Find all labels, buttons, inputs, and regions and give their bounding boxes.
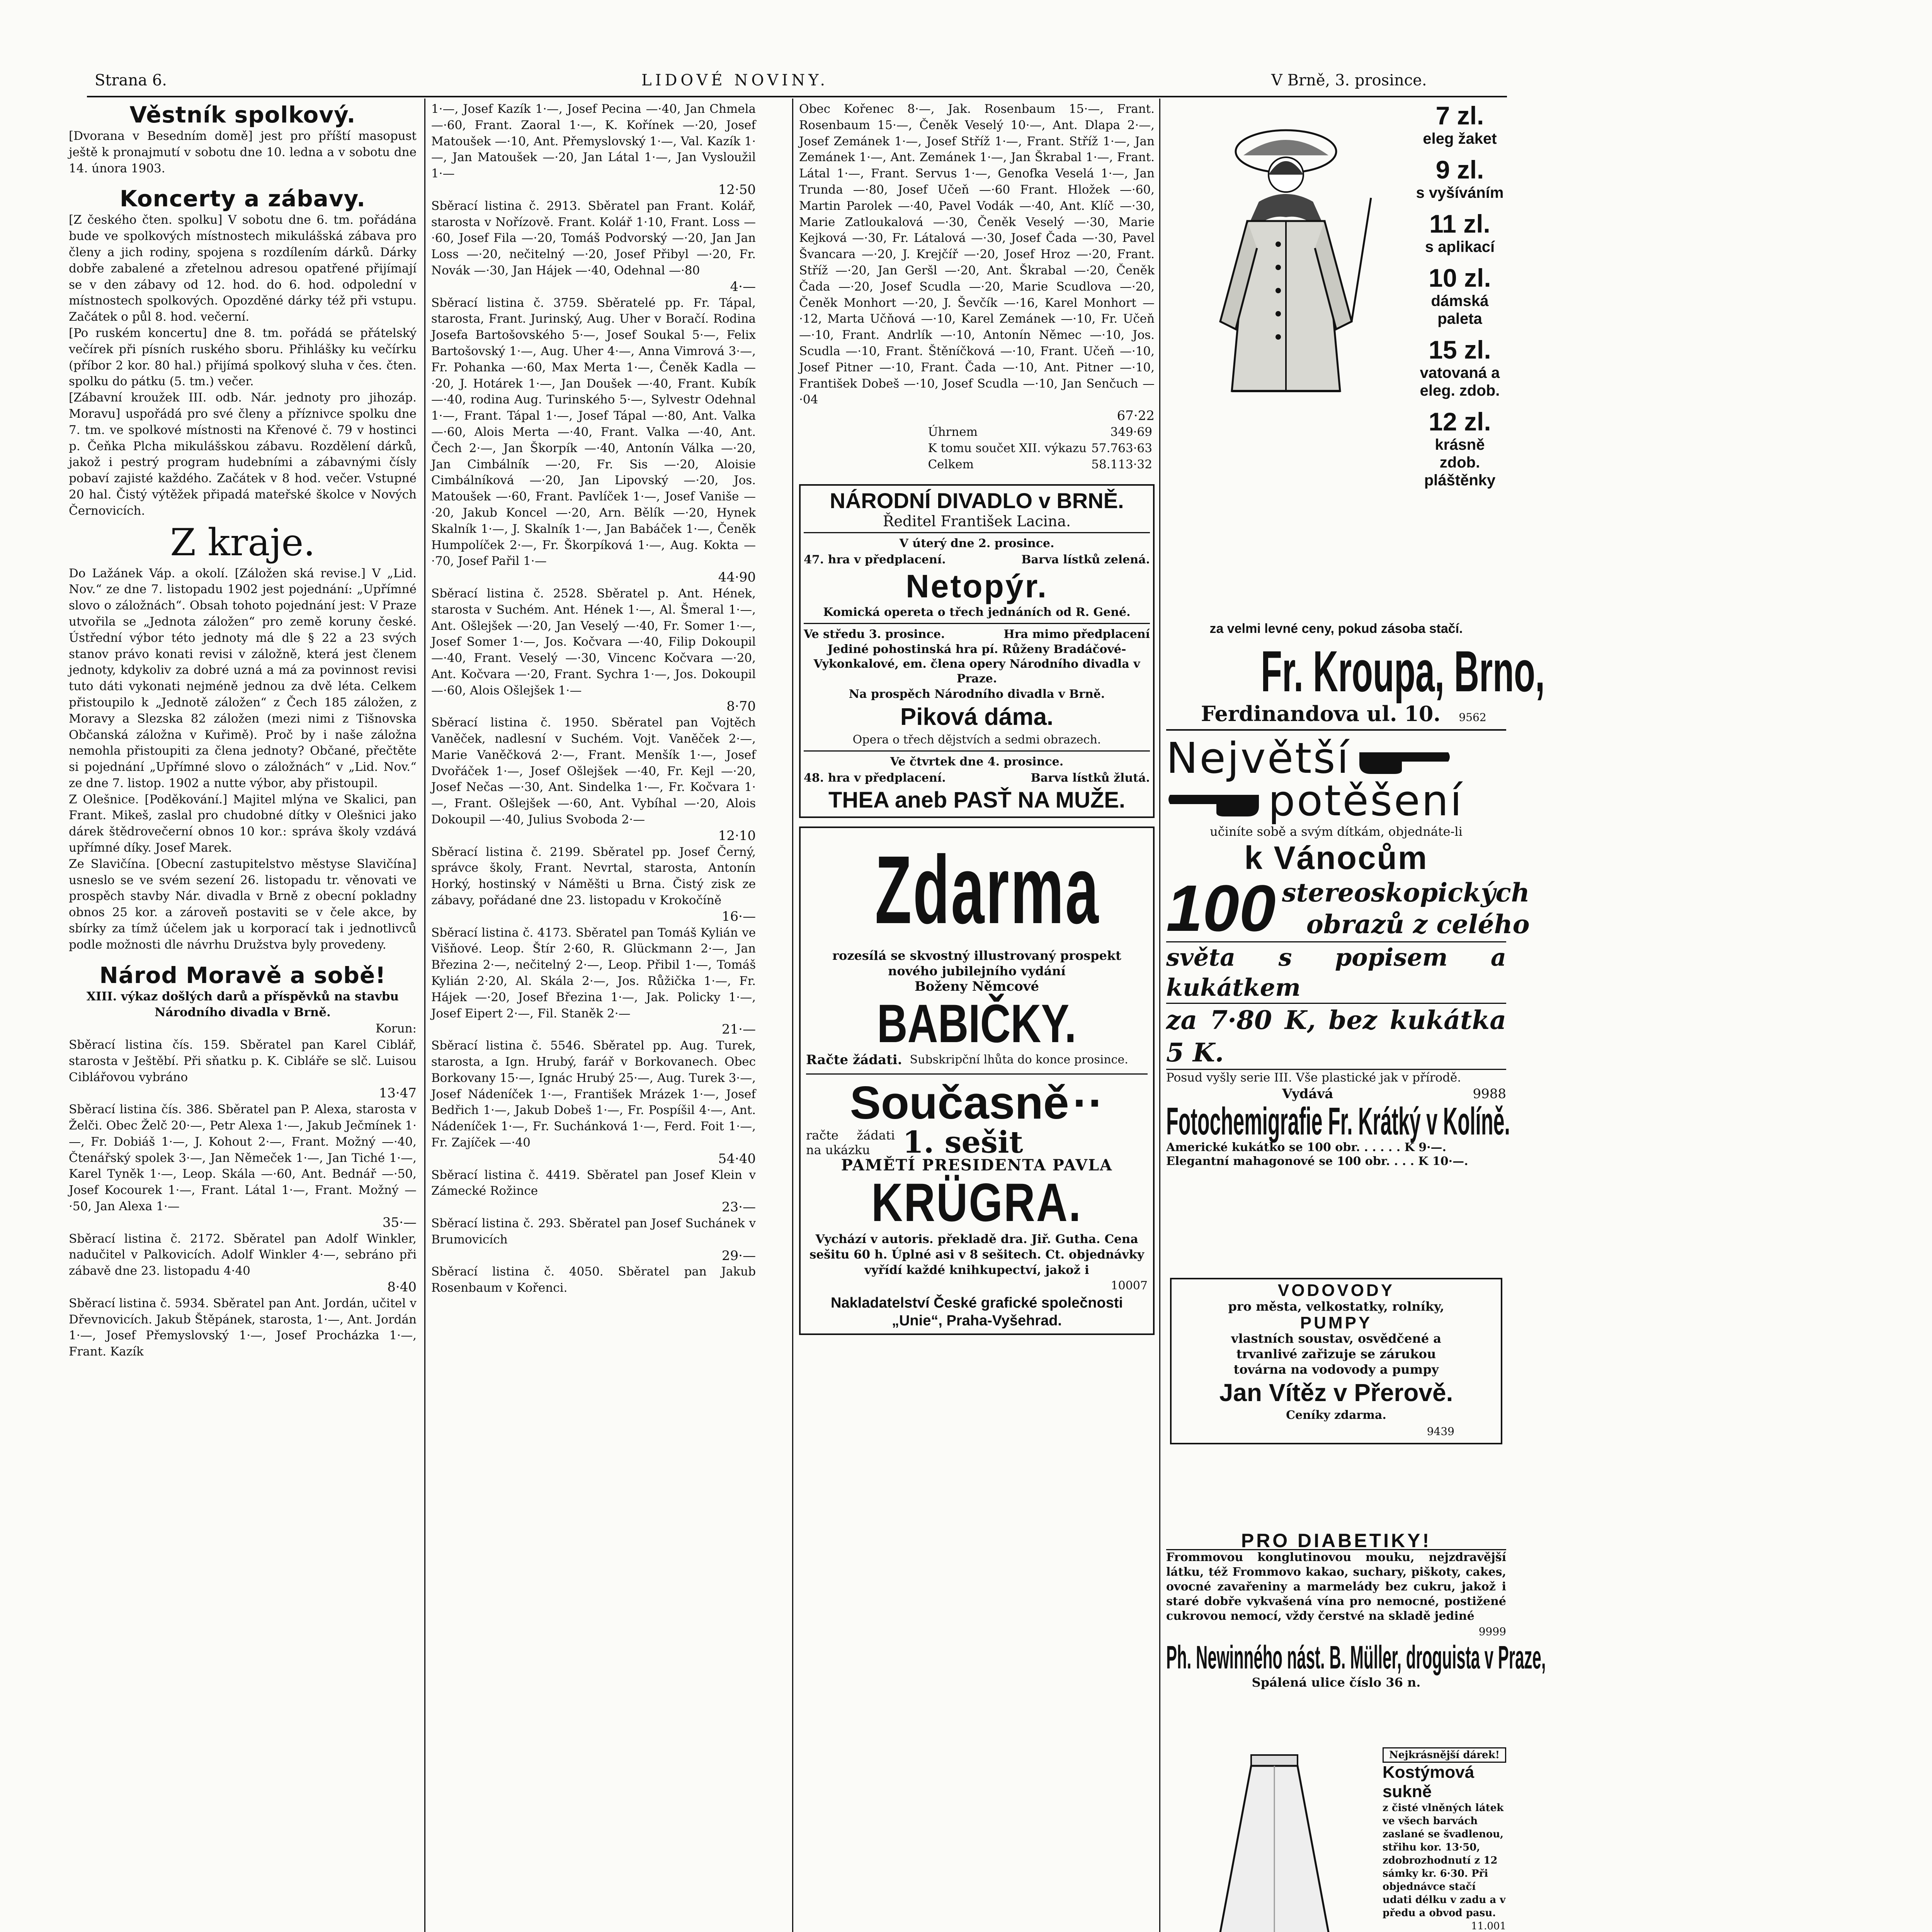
donation-amount: 12·50 (718, 182, 756, 197)
donation-amount: 16·— (721, 908, 756, 924)
column-rule (424, 99, 425, 1932)
notice-slavicin: Ze Slavičína. [Obecní zastupitelstvo městyse Slavičína] usneslo se ve svém sezení 26. listopadu tr. věnovati ve prospěch stavby Nár. divadla v Brně z obecní pokladny obnos 25 kor. a zároveň postaviti se v čele akce, by sbírky za tímž účelem jak u korporací tak i jednotlivců podle možnosti dle návrhu Družstva byly provedeny. (69, 857, 417, 952)
coat-drawing (1189, 121, 1383, 406)
donation-amount: 29·— (721, 1248, 756, 1264)
president-name: KRÜGRA. (871, 1172, 1082, 1233)
firm-name: Fr. Kroupa, Brno, (1261, 639, 1545, 704)
author-name: Boženy Němcové (914, 978, 1039, 994)
donation-entry (431, 844, 756, 925)
subscription-deadline: Subskripční lhůta do konce prosince. (910, 1053, 1128, 1067)
column-1 (69, 101, 417, 1360)
publisher-label: Vydává (1282, 1086, 1333, 1102)
factory-label: továrna na vodovody a pumpy (1233, 1362, 1439, 1377)
notice-lazanky: Do Lažánek Váp. a okolí. [Záložen ská revise.] V „Lid. Nov.“ ze dne 7. listopadu 1902 jest pojednání: „Upřímné slovo o záložnách“. Obsah tohoto pojednání jest: V Praze utvořila se „Jednota záložen“ pro země koruny české. Ústřední výbor této jednoty má dle § 22 a 23 svých stanov právo konati revisi v záložně, která jest členem jednoty, kdykoliv za dobré uzná a má za povinnost revisi tuto dáti vykonati nejméně jednou za dvě léta. Celkem přistoupilo k „Jednotě záložen“ z Čech 185 záložen, z Moravy a Slezska 82 záložen (mezi nimi z Tišnovska Občanská záložna v Kuřimě). Proč by i naše záložna nemohla přistoupiti za člena jednoty? Občané, přečtěte si pojednání „Upřímné slovo o záložnách“ v „Lid. Nov.“ ze dne 7. listop. 1902 a nutte výbor, aby přistoupil. (69, 566, 417, 790)
coat-description: s aplikací (1425, 238, 1495, 255)
coat-price: 15 zl. (1429, 335, 1491, 364)
donation-entry (69, 1231, 417, 1296)
donation-entry-text: 1·—, Josef Kazík 1·—, Josef Pecina —·40, Jan Chmela —·60, Frant. Zaoral 1·—, K. Kořínek —·20, Josef Matoušek —·10, Ant. Přemyslovský 1·—, Val. Kazík 1·—, Jan Matoušek —·20, Jan Látal 1·—, Jan Vysloužil 1·— (431, 102, 756, 181)
prospectus-text: rozesílá se skvostný illustrovaný prospekt nového jubilejního vydání (832, 948, 1121, 978)
skirt-description: z čisté vlněných látek ve všech barvách zaslané se švadlenou, střihu kor. 13·50, zdobrozhodnutí z 12 sámky kr. 6·30. Při objednávce stačí udati délku v zadu a v předu a obvod pasu. (1383, 1802, 1506, 1919)
column-rule (792, 99, 793, 1932)
waterworks-title: VODOVODY (1277, 1281, 1395, 1300)
total-row (925, 424, 1155, 440)
theatre-day: V úterý dne 2. prosince. (899, 537, 1054, 551)
donation-amount: 4·— (730, 279, 756, 294)
price-line: Elegantní mahagonové se 100 obr. . . . K 10·—. (1166, 1155, 1468, 1168)
coat-price: 10 zl. (1429, 264, 1491, 292)
total-value: 58.113·32 (1091, 457, 1152, 471)
advert-rule (1166, 729, 1506, 731)
diabetics-advert (1166, 1530, 1546, 1690)
pointing-hand-icon (1166, 783, 1263, 818)
total-value: 349·69 (1110, 425, 1152, 439)
stereo-text: stereoskopických (1282, 877, 1530, 908)
stereo-price: za 7·80 K, bez kukátka 5 K. (1166, 1005, 1506, 1068)
theatre-play-subtitle: Komická opereta o třech jednáních od R. Gené. (823, 605, 1131, 619)
notice-olesnice: Z Olešnice. [Poděkování.] Majitel mlýna ve Skalici, pan Frant. Mikeš, zaslal pro chudobné dítky v Olešnici jako dárek štědrovečerní obnos 10 kor.: správa školy vzdává upřímné díky. Josef Marek. (69, 792, 417, 855)
theatre-day: Ve středu 3. prosince. (804, 627, 945, 641)
pumps-title: PUMPY (1300, 1313, 1372, 1332)
column-2 (431, 101, 756, 1296)
donation-entry (431, 1167, 756, 1216)
donation-amount: 44·90 (718, 570, 756, 585)
theatre-performance: 48. hra v předplacení. (804, 771, 946, 785)
theatre-benefit: Na prospěch Národního divadla v Brně. (849, 687, 1105, 701)
advert-code: 9999 (1478, 1625, 1506, 1638)
notice-zabavni-krouzek: [Zábavní kroužek III. odb. Nár. jednoty pro jihozáp. Moravu] uspořádá pro své členy a příznivce spolku dne 7. tm. ve spolkové místnosti na Křenové č. 79 v hostinci p. Čeňka Plcha mikulášskou zábavu. Rozdělení dárků, jakož i pestrý program hudebními a zábavnými čísly pobaví zajisté každého. Začátek v 8 hod. večer. Vstupné 20 hal. Čistý výtěžek připadá mateřské školce v Nových Černovicích. (69, 391, 417, 518)
donation-entry (69, 1037, 417, 1102)
cheap-prices-note: za velmi levné ceny, pokud zásoba stačí. (1209, 621, 1463, 636)
donation-entry (69, 1102, 417, 1231)
donation-amount: 23·— (721, 1199, 756, 1215)
donation-entry-text: Sběrací listina č. 5934. Sběratel pan Ant. Jordán, učitel v Dřevnovicích. Jakub Štěpánek, starosta, 1·—, Ant. Jordán 1·—, Josef Přemyslovský 1·—, Josef Procházka 1·—, Frant. Kazík (69, 1296, 417, 1359)
theatre-performance: 47. hra v předplacení. (804, 553, 946, 566)
donation-entry-text: Sběrací listina č. 4173. Sběratel pan Tomáš Kylián ve Višňové. Leop. Štír 2·60, R. Glückmann 2·—, Jan Březina 2·—, nečitelný 2·—, Leop. Přibil 1·—, Tomáš Kylián 2·20, Al. Skála 2·—, Jos. Růžička 1·—, Fr. Hájek —·20, Josef Březina 1·—, Jak. Policky 1·—, Josef Eipert 2·—, Fil. Staněk 2·— (431, 925, 756, 1020)
coat-price-list (1413, 101, 1506, 497)
druggist-address: Spálená ulice číslo 36 n. (1252, 1675, 1421, 1690)
diabetics-text: Frommovou konglutinovou mouku, nejzdravější látku, též Frommovo kakao, suchary, piškoty, cakes, ovocné zavařeniny a marmelády bez cukru, jakož i staré dobře vykvašená vína pro nemocné, postižené cukrovou nemocí, vždy čerstvé na skladě jediné (1166, 1550, 1506, 1623)
donation-entry (69, 1296, 417, 1360)
gift-label: Nejkrásnější dárek! (1383, 1747, 1506, 1763)
catalog-note: Ceníky zdarma. (1286, 1408, 1386, 1422)
coat-description: s vyšíváním (1416, 184, 1504, 201)
korun-label: Korun: (375, 1022, 417, 1036)
order-request: Račte žádati. (806, 1052, 902, 1068)
total-label: K tomu součet XII. výkazu (928, 441, 1087, 455)
newspaper-title: LIDOVÉ NOVINY. (641, 71, 829, 89)
coat-description: krásně zdob. pláštěnky (1424, 436, 1496, 489)
donation-entry (431, 586, 756, 715)
stereo-intro: učiníte sobě a svým dítkám, objednáte-li (1210, 824, 1463, 839)
theatre-play: THEA aneb PASŤ NA MUŽE. (828, 787, 1125, 813)
theatre-ticket-color: Barva lístků zelená. (1021, 553, 1150, 566)
firm-name: Jan Vítěz v Přerově. (1219, 1379, 1453, 1407)
donation-entry (431, 925, 756, 1038)
pointing-hand-icon (1355, 741, 1452, 776)
theatre-guest-performance: Jediné pohostinská hra pí. Růženy Bradáčové-Vykonkalové, em. člena opery Národního divadla v Praze. (813, 643, 1140, 686)
foto-firm: Fotochemigrafie Fr. Krátký v Kolíně. (1166, 1100, 1510, 1143)
book-advert (799, 827, 1155, 1335)
druggist-name: Ph. Newinného nást. B. Müller, droguista v Praze, (1166, 1639, 1546, 1675)
skirt-advert-text (1383, 1747, 1506, 1932)
theatre-play: Netopýr. (905, 568, 1048, 604)
skirt-drawing (1174, 1747, 1375, 1932)
donation-entry-text: Sběrací listina č. 2913. Sběratel pan Frant. Kolář, starosta v Nořízově. Frant. Kolář 1·10, Frant. Loss —·60, Josef Fila —·20, Tomáš Podvorský —·20, Jan Jan Loss —·20, nečitelný —·20, Josef Přibyl —·20, Fr. Novák —·30, Jan Hájek —·40, Odehnal —·80 (431, 199, 756, 277)
donation-entry-text: Sběrací listina čís. 159. Sběratel pan Karel Ciblář, starosta v Ještěbí. Při sňatku p. K. Cibláře se slč. Luisou Ciblářovou vybráno (69, 1038, 417, 1084)
skirt-title: Kostýmová sukně (1383, 1763, 1475, 1801)
dash-glyph: ·· (1073, 1077, 1104, 1129)
page-number: Strana 6. (95, 71, 167, 89)
donation-entry-text: Sběrací listina č. 293. Sběratel pan Josef Suchánek v Brumovicích (431, 1216, 756, 1247)
donation-totals (925, 424, 1155, 473)
publisher: Nakladatelství České grafické společnosti „Unie“, Praha-Vyšehrad. (830, 1294, 1123, 1329)
coat-description: dámská paleta (1431, 293, 1489, 327)
donation-entry (431, 715, 756, 844)
donation-entry (431, 1264, 756, 1296)
total-row (925, 457, 1155, 473)
donation-list (69, 1037, 417, 1360)
publication-details: Vychází v autoris. překladě dra. Jiř. Gutha. Cena sešitu 60 h. Úplné asi v 8 sešitech. Ct. objednávky vyřídí každé knihkupectví, jakož i (809, 1232, 1145, 1277)
donation-amount: 13·47 (379, 1085, 417, 1101)
donation-entry-text: Sběrací listina čís. 386. Sběratel pan P. Alexa, starosta v Želči. Obec Želč 20·—, Petr Alexa 1·—, Jakub Ječmínek 1·—, Fr. Dobiáš 1·—, J. Kohout 2·—, Frant. Možný —·40, Čtenářský spolek 3·—, Jan Němeček 1·—, Jan Tiché 1·—, Karel Tyněk 1·—, Leop. Skála —·60, Ant. Bednář —·50, Josef Kocourek 1·—, Frant. Látal 1·—, Frant. Možný —·50, Jan Alexa 1·— (69, 1102, 417, 1214)
section-heading-koncerty: Koncerty a zábavy. (119, 185, 366, 212)
donation-entry (431, 198, 756, 295)
donation-amount: 35·— (382, 1214, 417, 1230)
donation-entry-text: Sběrací listina č. 1950. Sběratel pan Vojtěch Vaněček, nadlesní v Suchém. Vojt. Vaněček 2·—, Marie Vaněčková 2·—, Frant. Menšík 1·—, Josef Dvořáček 1·—, Josef Ošlejšek —·40, Fr. Kejl —·20, Josef Nečas —·30, Ant. Sindelka 1·—, Fr. Kočvara 1·—, Frant. Ošlejšek —·60, Ant. Vybíhal —·20, Alois Dokoupil —·40, Julius Svoboda 2·— (431, 716, 756, 827)
donation-continuation: Obec Kořenec 8·—, Jak. Rosenbaum 15·—, Frant. Rosenbaum 15·—, Čeněk Veselý 10·—, Ant. Dlapa 2·—, Josef Zemánek 1·—, Josef Stříž 1·—, Frant. Stříž 1·—, Jan Zemánek 1·—, Ant. Zemánek 1·—, Jan Škrabal 1·—, Frant. Látal 1·—, Frant. Servus 1·—, Genofka Veselá 1·—, Jan Trunda —·80, Josef Učeň —·60 Frant. Hložek —·60, Martin Parolek —·40, Pavel Vodák —·40, Ant. Klíč —·30, Marie Zatloukalová —·30, Čeněk Veselý —·30, Marie Kejková —·30, Fr. Látalová —·30, Josef Čada —·30, Pavel Švancara —·20, J. Krejčíř —·20, Josef Hroz —·20, Frant. Stříž —·20, Jan Geršl —·20, Ant. Škrabal —·20, Čeněk Čada —·20, Josef Scudla —·20, Marie Scudlova —·20, Čeněk Monhort —·20, J. Ševčík —·16, Karel Monhort —·12, Marta Učňová —·10, Karel Zemánek —·10, Fr. Učeň —·10, Frant. Andrlík —·10, Antonín Němec —·10, Jos. Scudla —·10, Frant. Štěníčková —·10, Frant. Učeň —·10, Josef Pitner —·10, Frant. Čada —·10, Ant. Pitner —·10, František Dobeš —·10, Josef Scudla —·10, Jan Senčuch —·04 (799, 102, 1155, 407)
total-label: Celkem (928, 457, 974, 471)
book-title: BABIČKY. (877, 993, 1077, 1054)
theatre-play-subtitle: Opera o třech dějstvích a sedmi obrazech. (852, 733, 1101, 747)
theatre-play: Piková dáma. (900, 704, 1054, 731)
donation-entry-text: Sběrací listina č. 2172. Sběratel pan Adolf Winkler, nadučitel v Palkovicích. Adolf Winkler 4·—, sebráno při zábavě dne 23. listopadu 4·40 (69, 1231, 417, 1278)
notice-ruskem-koncertu: [Po ruském koncertu] dne 8. tm. pořádá se přátelský večírek při písních ruského sboru. Přihlášky ku večírku (příbor 2 kor. 80 hal.) přijímá spolkový sluha v čes. čten. spolku do pátku (5. tm.) večer. (69, 326, 417, 389)
coat-price: 9 zl. (1435, 155, 1484, 184)
price-line: Americké kukátko se 100 obr. . . . . . K 9·—. (1166, 1141, 1446, 1155)
coat-description: vatovaná a eleg. zdob. (1420, 364, 1500, 399)
advert-code: 9562 (1459, 711, 1486, 724)
theatre-advert (799, 484, 1155, 818)
coat-price: 12 zl. (1429, 407, 1491, 436)
series-note: Posud vyšly serie III. Vše plastické jak v přírodě. (1166, 1069, 1506, 1086)
column-3 (799, 101, 1155, 1335)
coat-description: eleg žaket (1423, 130, 1497, 147)
donation-entry-text: Sběrací listina č. 2528. Sběratel p. Ant. Hének, starosta v Suchém. Ant. Hének 1·—, Al. Šmeral 1·—, Ant. Ošlejšek —·20, Jan Veselý —·40, Fr. Somer 1·—, Josef Somer 1·—, Jos. Kočvara —·40, Filip Dokoupil —·40, Frant. Veselý —·30, Vincenc Kočvara —·20, Ant. Kočvara —·20, Frant. Sychra 1·—, Jos. Dokoupil —·60, Alois Ošlejšek 1·— (431, 586, 756, 697)
header-rule (87, 96, 1507, 97)
donation-amount: 54·40 (718, 1151, 756, 1167)
donation-amount: 12·10 (718, 828, 756, 844)
donation-entry-text: Sběrací listina č. 4050. Sběratel pan Jakub Rosenbaum v Kořenci. (431, 1265, 756, 1295)
coat-illustration (1189, 121, 1383, 406)
zdarma-headline: Zdarma (875, 835, 1100, 944)
donation-amount: 67·22 (1117, 408, 1155, 424)
donation-entry (431, 295, 756, 586)
christmas-headline: k Vánocům (1244, 839, 1428, 876)
section-heading-z-kraje: Z kraje. (170, 520, 315, 564)
coat-price: 11 zl. (1429, 209, 1490, 238)
total-label: Úhrnem (928, 425, 978, 439)
total-row (925, 440, 1155, 457)
donation-amount: 8·40 (387, 1279, 417, 1295)
donation-report-heading: XIII. výkaz došlých darů a příspěvků na stavbu Národního divadla v Brně. (86, 989, 399, 1020)
waterworks-for: pro města, velkostatky, rolníky, (1228, 1299, 1444, 1314)
skirt-illustration (1174, 1747, 1375, 1932)
theatre-ticket-color: Barva lístků žlutá. (1031, 771, 1150, 785)
request-sample: račte žádati na ukázku (806, 1128, 895, 1158)
advert-code: 11.001 (1471, 1920, 1506, 1932)
coat-price: 7 zl. (1435, 101, 1484, 130)
theatre-title: NÁRODNÍ DIVADLO v BRNĚ. (830, 488, 1124, 513)
notice-dvorana: [Dvorana v Besedním domě] jest pro příští masopust ještě k pronajmutí v sobotu dne 10. ledna a v sobotu dne 14. února 1903. (69, 129, 417, 175)
advert-code: 10007 (1111, 1279, 1148, 1293)
donation-entry-text: Sběrací listina č. 3759. Sběratelé pp. Fr. Tápal, starosta, Frant. Jurinský, Aug. Uher v Boračí. Rodina Josefa Bartošovského 5·—, Josef Soukal 5·—, Felix Bartošovský 1·—, Aug. Uher 4·—, Anna Vimrová 3·—, Fr. Pohanka —·60, Max Merta 1·—, Čeněk Kadla —·20, J. Hotárek 1·—, Jan Doušek —·40, Frant. Kubík —·40, rodina Aug. Turinského 5·—, Sylvestr Odehnal 1·—, Frant. Tápal 1·—, Josef Tápal —·80, Ant. Valka —·60, Alois Merta —·40, Frant. Valka —·40, Ant. Čech 2·—, Jan Škorpík —·40, Antonín Válka —·20, Jan Cimbálník —·20, Fr. Sis —·20, Aloisie Cimbálníková —·20, Jan Lipovský —·20, Jos. Matoušek —·60, Frant. Pavlíček 1·—, Josef Vaniše —·20, Jakub Koncel —·20, Arn. Bělík —·20, Hynek Skalník 1·—, J. Skalník 1·—, Jan Babáček 1·—, Čeněk Humpolíček 2·—, Fr. Škorpíková 1·—, Aug. Kokta —·70, Josef Pařil 1·— (431, 296, 756, 568)
donation-entry-text: Sběrací listina č. 5546. Sběratel pp. Aug. Turek, starosta, a Ign. Hrubý, farář v Borkovanech. Obec Borkovany 15·—, Ignác Hrubý 25·—, Aug. Turek 3·—, Josef Nádeníček 1·—, František Mrázek 1·—, Josef Bedřich 1·—, Jakub Dobeš 1·—, Fr. Pospíšil 4·—, Ant. Nádeníček 1·—, Fr. Suchánková 1·—, Ferd. Foit 1·—, Fr. Zajíček —·40 (431, 1039, 756, 1150)
headline-nejvetsi: Největší (1166, 733, 1350, 783)
donation-entry-text: Sběrací listina č. 2199. Sběratel pp. Josef Černý, správce školy, Frant. Nevrtal, starosta, Antonín Horký, hostinský v Náměšti u Brna. Čistý zisk ze zábavy, pořádané dne 23. listopadu v Krokočíně (431, 845, 756, 908)
memoir-title: PAMĚTÍ PRESIDENTA PAVLA (841, 1156, 1113, 1175)
headline-poteseni: potěšení (1268, 776, 1464, 825)
donation-entry-text: Sběrací listina č. 4419. Sběratel pan Josef Klein v Zámecké Rožince (431, 1168, 756, 1198)
waterworks-advert (1170, 1278, 1502, 1444)
stereo-text: obrazů z celého (1306, 909, 1530, 939)
advert-code: 9439 (1427, 1425, 1454, 1438)
notice-ceskeho-ctenarskeho-spolku: [Z českého čten. spolku] V sobotu dne 6. tm. pořádána bude ve spolkových místnostech mikulášská zábava pro členy a jich rodiny, spojena s rozdílením dárků. Dárky dobře zabalené a zřetelnou adresou opatřené přijímají se v den zábavy od 12. hod. do 6. hod. odpolední v místnostech spolkových. Opozděné dárky též při vstupu. Začátek o půl 8. hod. večerní. (69, 213, 417, 324)
donation-amount: 21·— (721, 1022, 756, 1037)
advert-code: 9988 (1473, 1086, 1506, 1102)
issue-number: 1. sešit (903, 1125, 1023, 1160)
theatre-day: Ve čtvrtek dne 4. prosince. (890, 755, 1064, 769)
donation-entry (431, 1216, 756, 1264)
section-heading-narod-morave: Národ Moravě a sobě! (99, 962, 386, 988)
theatre-director: Ředitel František Lacina. (883, 513, 1071, 530)
donation-list (431, 101, 756, 1296)
section-heading-vestnik: Věstník spolkový. (129, 102, 356, 128)
theatre-out-of-subscription: Hra mimo předplacení (1003, 627, 1150, 641)
donation-entry (431, 1038, 756, 1167)
hundred-number: 100 (1166, 871, 1276, 945)
column-rule (1159, 99, 1160, 1932)
total-value: 57.763·63 (1091, 441, 1152, 455)
diabetics-title: PRO DIABETIKY! (1166, 1533, 1506, 1550)
world-description: světa s popisem a kukátkem (1166, 941, 1506, 1004)
donation-amount: 8·70 (726, 699, 756, 714)
issue-date: V Brně, 3. prosince. (1271, 71, 1427, 89)
waterworks-text: vlastních soustav, osvědčené a trvanlivé zařizuje se zárukou (1231, 1331, 1442, 1362)
firm-address: Ferdinandova ul. 10. (1201, 701, 1441, 726)
soucasne-headline: Současně (850, 1077, 1069, 1129)
donation-entry (431, 101, 756, 198)
